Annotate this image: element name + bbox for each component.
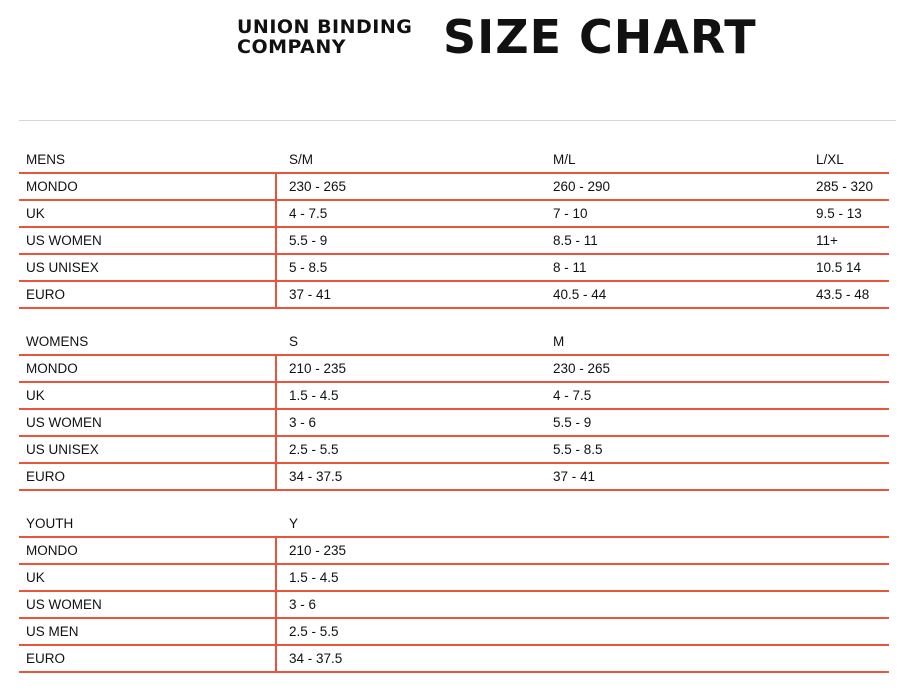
size-value: 9.5 - 13	[816, 206, 862, 221]
page-header	[0, 0, 915, 120]
row-label: US UNISEX	[26, 260, 99, 275]
size-table-youth	[19, 510, 889, 672]
size-value: 210 - 235	[289, 543, 347, 558]
row-label: US UNISEX	[26, 442, 99, 457]
table-row	[19, 564, 889, 591]
brand-line-1: UNION BINDING	[237, 16, 413, 38]
size-value: 10.5 14	[816, 260, 862, 275]
row-divider	[19, 671, 889, 673]
size-value: 5.5 - 8.5	[553, 442, 603, 457]
table-row	[19, 618, 889, 645]
size-value: 5.5 - 9	[553, 415, 592, 430]
size-value: 3 - 6	[289, 415, 317, 430]
row-label: US WOMEN	[26, 233, 102, 248]
header-divider	[19, 120, 896, 121]
size-value: 7 - 10	[553, 206, 588, 221]
size-column-header: M/L	[553, 152, 576, 167]
table-header-row	[19, 510, 889, 537]
table-row	[19, 382, 889, 409]
size-value: 2.5 - 5.5	[289, 442, 339, 457]
table-header-row	[19, 328, 889, 355]
table-row	[19, 200, 889, 227]
table-category-label: MENS	[26, 152, 66, 167]
row-label: US WOMEN	[26, 415, 102, 430]
row-label: US WOMEN	[26, 597, 102, 612]
size-value: 5 - 8.5	[289, 260, 328, 275]
size-column-header: M	[553, 334, 565, 349]
size-value: 4 - 7.5	[553, 388, 592, 403]
size-value: 34 - 37.5	[289, 651, 343, 666]
size-value: 37 - 41	[553, 469, 596, 484]
size-column-header: L/XL	[816, 152, 844, 167]
row-label: EURO	[26, 287, 66, 302]
size-column-header: S	[289, 334, 299, 349]
size-value: 34 - 37.5	[289, 469, 343, 484]
size-value: 11+	[816, 233, 838, 248]
size-value: 1.5 - 4.5	[289, 388, 339, 403]
size-value: 230 - 265	[289, 179, 347, 194]
row-label: MONDO	[26, 543, 78, 558]
size-value: 8 - 11	[553, 260, 587, 275]
row-label: UK	[26, 206, 45, 221]
table-row	[19, 355, 889, 382]
table-category-label: WOMENS	[26, 334, 89, 349]
table-row	[19, 409, 889, 436]
column-divider	[275, 173, 277, 308]
size-value: 8.5 - 11	[553, 233, 598, 248]
table-row	[19, 537, 889, 564]
table-row	[19, 254, 889, 281]
row-label: US MEN	[26, 624, 79, 639]
table-category-label: YOUTH	[26, 516, 74, 531]
size-column-header: Y	[289, 516, 299, 531]
size-column-header: S/M	[289, 152, 314, 167]
row-label: EURO	[26, 651, 66, 666]
row-label: MONDO	[26, 361, 78, 376]
table-header-row	[19, 146, 889, 173]
size-value: 285 - 320	[816, 179, 874, 194]
brand-line-2: COMPANY	[237, 36, 347, 58]
size-value: 260 - 290	[553, 179, 611, 194]
row-label: MONDO	[26, 179, 78, 194]
size-table-mens	[19, 146, 889, 308]
row-label: EURO	[26, 469, 66, 484]
table-row	[19, 281, 889, 308]
table-row	[19, 645, 889, 672]
table-row	[19, 436, 889, 463]
size-value: 5.5 - 9	[289, 233, 328, 248]
row-divider	[19, 489, 889, 491]
size-value: 210 - 235	[289, 361, 347, 376]
table-row	[19, 227, 889, 254]
size-value: 3 - 6	[289, 597, 317, 612]
table-row	[19, 173, 889, 200]
page-title: SIZE CHART	[443, 10, 757, 64]
size-value: 2.5 - 5.5	[289, 624, 339, 639]
size-table-womens	[19, 328, 889, 490]
row-label: UK	[26, 388, 45, 403]
size-value: 37 - 41	[289, 287, 332, 302]
size-value: 40.5 - 44	[553, 287, 607, 302]
size-value: 43.5 - 48	[816, 287, 870, 302]
column-divider	[275, 537, 277, 672]
row-label: UK	[26, 570, 45, 585]
table-row	[19, 463, 889, 490]
row-divider	[19, 307, 889, 309]
size-value: 230 - 265	[553, 361, 611, 376]
size-value: 4 - 7.5	[289, 206, 328, 221]
brand-logo	[237, 18, 412, 58]
table-row	[19, 591, 889, 618]
size-value: 1.5 - 4.5	[289, 570, 339, 585]
column-divider	[275, 355, 277, 490]
